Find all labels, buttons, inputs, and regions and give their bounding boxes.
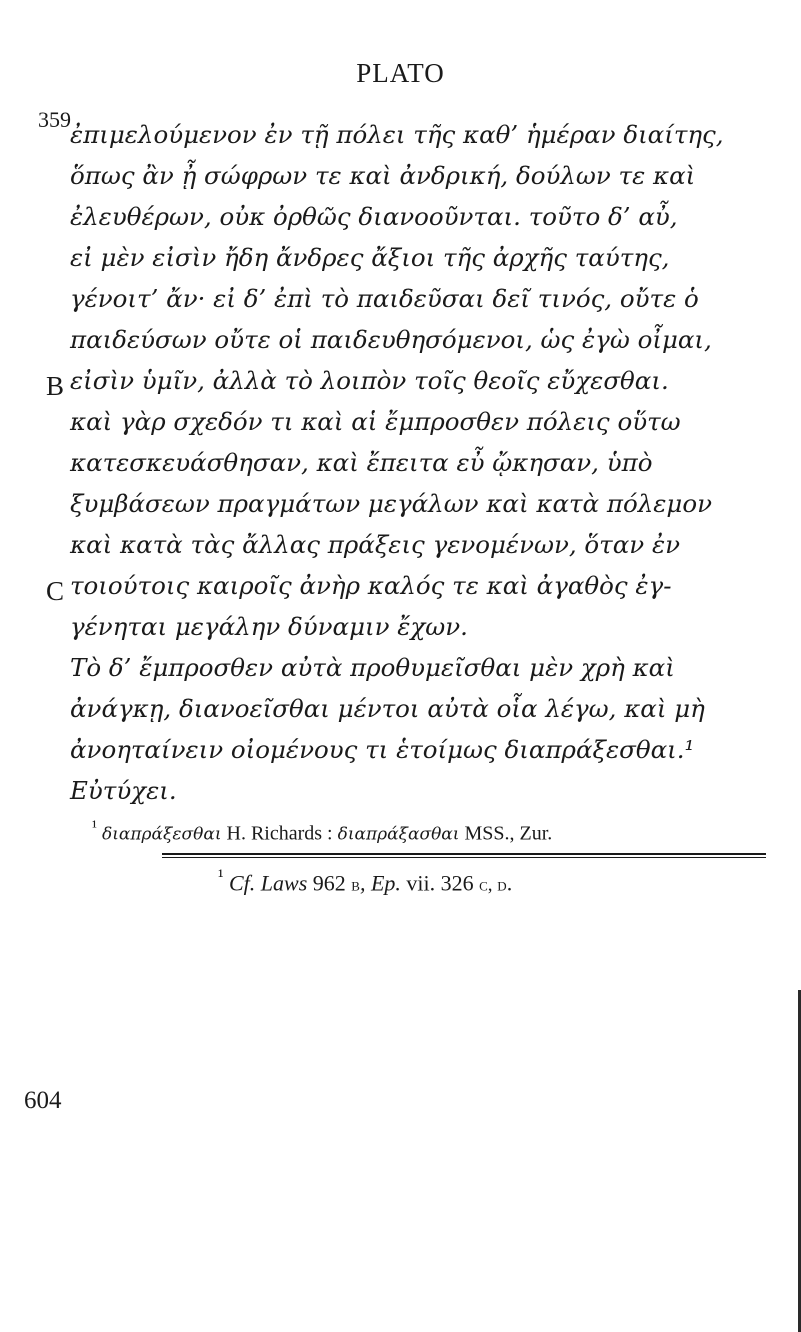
greek-line-3: ἐλευθέρων, οὐκ ὀρθῶς διανοοῦνται. τοῦτο δ’ αὖ, [70,202,678,231]
margin-letter-c: C [46,576,65,606]
english-footnote-ep: , Ep. [359,870,401,896]
greek-line-12: τοιούτοις καιροῖς ἀνὴρ καλός τε καὶ ἀγαθὸς ἐγ- [70,571,672,600]
greek-line-14: Τὸ δ’ ἔμπροσθεν αὐτὰ προθυμεῖσθαι μὲν χρὴ καὶ [70,653,675,682]
page-number: 604 [24,1087,62,1114]
greek-footnote [92,817,552,846]
greek-footnote-editor: H. Richards : [221,822,338,845]
greek-line-16: ἀνοηταίνειν οἰομένους τι ἑτοίμως διαπράξεσθαι.¹ [70,735,695,764]
english-footnote-marker: ¹ [218,866,224,886]
english-footnote-end: . [506,870,513,896]
english-footnote-ref-1: 962 [307,870,352,896]
greek-footnote-mss: MSS., Zur. [459,822,553,845]
greek-line-4: εἰ μὲν εἰσὶν ἤδη ἄνδρες ἄξιοι τῆς ἀρχῆς ταύτης, [70,243,670,272]
english-footnote-laws: Laws [260,870,308,896]
greek-footnote-marker: ¹ [92,817,97,836]
greek-footnote-reading-1: διαπράξεσθαι [102,824,222,845]
greek-line-2: ὅπως ἂν ᾖ σώφρων τε καὶ ἀνδρική, δούλων τε καὶ [70,161,696,190]
greek-line-1: ἐπιμελούμενον ἐν τῇ πόλει τῆς καθ’ ἡμέραν διαίτης, [70,120,724,149]
english-footnote-sc-1: b [351,874,360,896]
greek-line-6: παιδεύσων οὔτε οἱ παιδευθησόμενοι, ὡς ἐγὼ οἶμαι, [70,325,712,354]
section-number: 359 [38,107,71,132]
english-footnote-ref-2: vii. 326 [400,870,480,896]
english-footnote [218,866,512,896]
greek-line-5: γένοιτ’ ἄν· εἰ δ’ ἐπὶ τὸ παιδεῦσαι δεῖ τινός, οὔτε ὁ [70,284,699,313]
greek-footnote-reading-2: διαπράξασθαι [337,824,460,845]
english-footnote-cf: Cf. [229,870,256,896]
greek-line-13: γένηται μεγάλην δύναμιν ἔχων. [70,612,468,641]
greek-line-9: κατεσκευάσθησαν, καὶ ἔπειτα εὖ ᾤκησαν, ὑπὸ [70,448,653,477]
margin-letter-b: B [46,371,65,401]
greek-line-15: ἀνάγκῃ, διανοεῖσθαι μέντοι αὐτὰ οἷα λέγω, καὶ μὴ [70,694,705,723]
greek-line-11: καὶ κατὰ τὰς ἄλλας πράξεις γενομένων, ὅταν ἐν [70,530,680,559]
greek-line-10: ξυμβάσεων πραγμάτων μεγάλων καὶ κατὰ πόλεμον [70,489,712,518]
footnote-divider-thin [162,857,766,858]
greek-line-17: Εὐτύχει. [70,776,177,805]
greek-line-8: καὶ γὰρ σχεδόν τι καὶ αἱ ἔμπροσθεν πόλεις οὕτω [70,407,681,436]
running-head: PLATO [356,58,445,88]
footnote-divider [162,853,766,855]
greek-line-7: εἰσὶν ὑμῖν, ἀλλὰ τὸ λοιπὸν τοῖς θεοῖς εὔχεσθαι. [70,366,669,395]
english-footnote-sc-2: c, d [479,874,507,896]
